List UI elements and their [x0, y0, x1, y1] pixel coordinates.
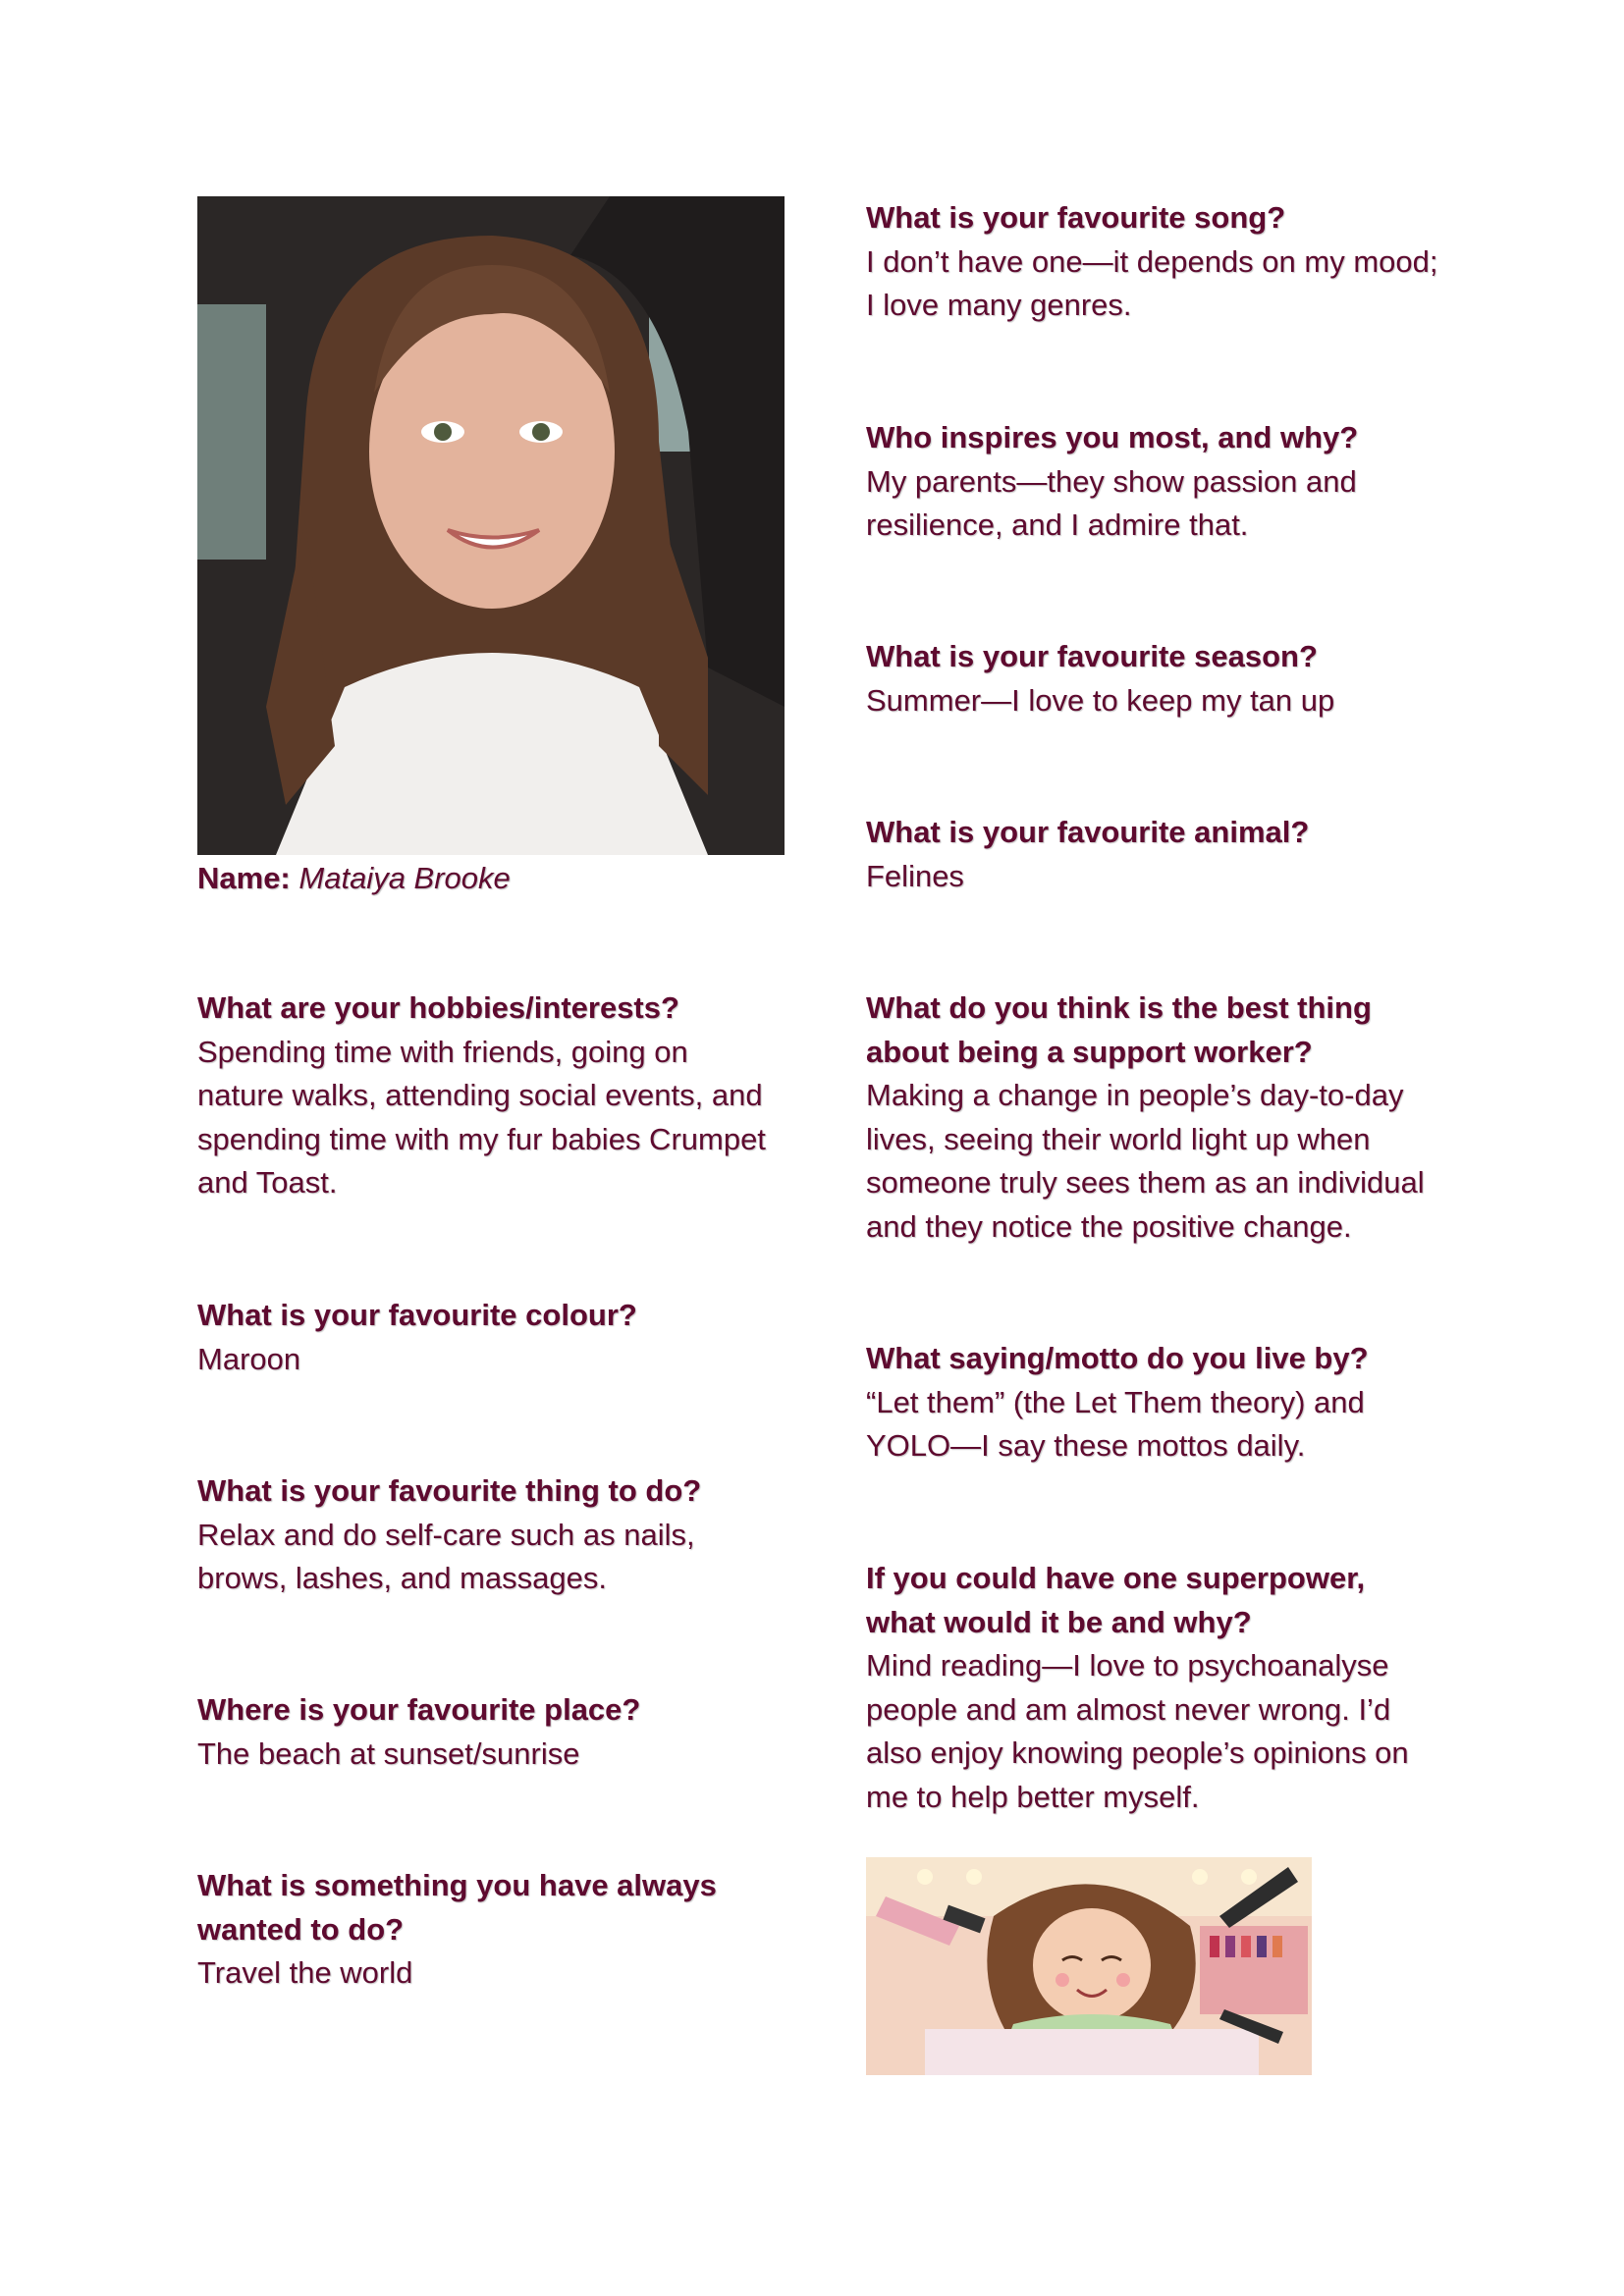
name-line	[197, 856, 511, 900]
answer: “Let them” (the Let Them theory) and YOLO—I say these mottos daily.	[866, 1384, 1365, 1464]
answer: I don’t have one—it depends on my mood; I love many genres.	[866, 243, 1438, 323]
qa-favourite-place	[197, 1688, 786, 1776]
profile-photo	[197, 196, 785, 855]
answer: Relax and do self-care such as nails, brows, lashes, and massages.	[197, 1517, 695, 1596]
answer: Making a change in people’s day-to-day lives, seeing their world light up when someone truly sees them as an individual and they notice the positive change.	[866, 1078, 1425, 1244]
qa-favourite-thing	[197, 1469, 786, 1601]
answer: Travel the world	[197, 1955, 413, 1991]
question: If you could have one superpower, what would it be and why?	[866, 1561, 1366, 1639]
question: What is your favourite season?	[866, 639, 1318, 673]
answer: Felines	[866, 858, 964, 893]
qa-favourite-song	[866, 196, 1455, 328]
answer: Maroon	[197, 1341, 301, 1376]
qa-always-wanted	[197, 1864, 786, 1996]
qa-hobbies	[197, 987, 786, 1205]
answer: Summer—I love to keep my tan up	[866, 682, 1335, 718]
name-label: Name:	[197, 861, 291, 895]
answer: My parents—they show passion and resilience, and I admire that.	[866, 463, 1357, 543]
question: What is your favourite animal?	[866, 815, 1310, 849]
question: What are your hobbies/interests?	[197, 990, 679, 1025]
question: Who inspires you most, and why?	[866, 420, 1359, 454]
qa-favourite-animal	[866, 811, 1455, 898]
question: What is your favourite colour?	[197, 1298, 637, 1332]
question: Where is your favourite place?	[197, 1692, 641, 1727]
qa-superpower	[866, 1557, 1455, 1820]
question: What is something you have always wanted to do?	[197, 1868, 717, 1947]
qa-inspires	[866, 416, 1455, 548]
answer: The beach at sunset/sunrise	[197, 1735, 580, 1771]
qa-support-worker	[866, 987, 1455, 1250]
question: What do you think is the best thing about being a support worker?	[866, 990, 1372, 1069]
salon-illustration	[866, 1857, 1312, 2075]
question: What is your favourite song?	[866, 200, 1286, 235]
qa-favourite-season	[866, 635, 1455, 722]
question: What saying/motto do you live by?	[866, 1341, 1369, 1375]
qa-favourite-colour	[197, 1294, 786, 1381]
question: What is your favourite thing to do?	[197, 1473, 702, 1508]
qa-motto	[866, 1337, 1455, 1468]
answer: Mind reading—I love to psychoanalyse people and am almost never wrong. I’d also enjoy knowing people’s opinions on me to help better myself.	[866, 1648, 1409, 1814]
answer: Spending time with friends, going on nature walks, attending social events, and spending time with my fur babies Crumpet and Toast.	[197, 1034, 766, 1201]
name-value: Mataiya Brooke	[298, 861, 511, 895]
